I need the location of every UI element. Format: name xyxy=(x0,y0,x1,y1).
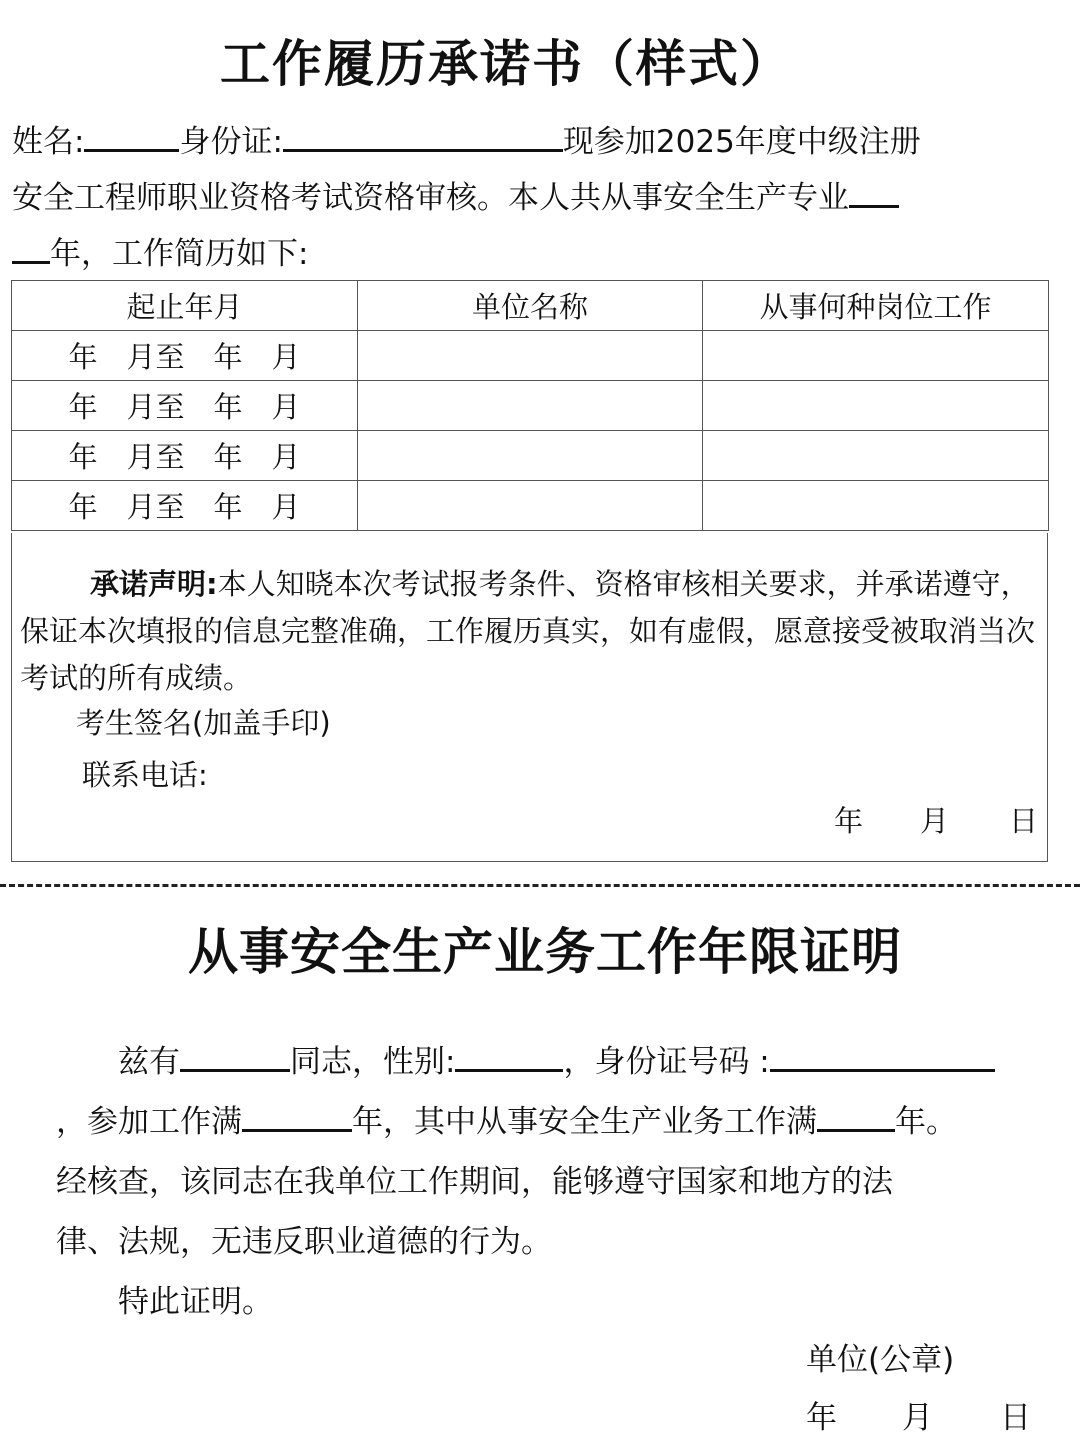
id-label: 身份证: xyxy=(179,124,283,160)
id-blank[interactable] xyxy=(283,121,563,152)
intro-line-2-text: 安全工程师职业资格考试资格审核。本人共从事安全生产专业 xyxy=(12,180,849,216)
table-row xyxy=(12,331,1049,381)
table-row xyxy=(12,481,1049,531)
cert-line-2-b: 年，其中从事安全生产业务工作满 xyxy=(352,1104,817,1140)
unit-cell[interactable] xyxy=(358,481,703,531)
cert-date-month: 月 xyxy=(902,1400,933,1436)
declaration-box xyxy=(11,533,1048,862)
period-cell[interactable]: 年 月至 年 月 xyxy=(12,481,358,531)
position-cell[interactable] xyxy=(703,331,1049,381)
intro-line-1 xyxy=(12,116,921,161)
cert-id-blank[interactable] xyxy=(770,1041,995,1072)
table-row xyxy=(12,381,1049,431)
header-position: 从事何种岗位工作 xyxy=(703,281,1049,331)
table-row xyxy=(12,431,1049,481)
cert-date-day: 日 xyxy=(1000,1400,1031,1436)
form-title: 工作履历承诺书（样式） xyxy=(220,35,792,93)
unit-cell[interactable] xyxy=(358,331,703,381)
period-cell[interactable]: 年 月至 年 月 xyxy=(12,381,358,431)
cert-line-2-a: ，参加工作满 xyxy=(56,1104,242,1140)
cert-work-years-blank[interactable] xyxy=(242,1101,352,1132)
certificate-title: 从事安全生产业务工作年限证明 xyxy=(188,923,902,981)
intro-line-2 xyxy=(12,172,899,217)
intro-line-3-text: 年，工作简历如下: xyxy=(50,236,309,272)
unit-cell[interactable] xyxy=(358,431,703,481)
decl-date-month: 月 xyxy=(920,804,950,838)
cert-line-1-c: ，身份证号码 : xyxy=(563,1044,770,1080)
cert-line-1-b: 同志，性别: xyxy=(290,1044,456,1080)
cert-line-1 xyxy=(118,1036,995,1081)
cert-name-blank[interactable] xyxy=(180,1041,290,1072)
cert-line-2-c: 年。 xyxy=(895,1104,957,1140)
phone-label: 联系电话: xyxy=(82,758,208,792)
intro-line-3 xyxy=(12,228,308,273)
name-label: 姓名: xyxy=(12,124,85,160)
header-period: 起止年月 xyxy=(12,281,358,331)
work-history-table xyxy=(11,280,1049,531)
declaration-label: 承诺声明: xyxy=(90,567,218,601)
table-header-row xyxy=(12,281,1049,331)
period-cell[interactable]: 年 月至 年 月 xyxy=(12,431,358,481)
position-cell[interactable] xyxy=(703,481,1049,531)
header-unit: 单位名称 xyxy=(358,281,703,331)
cert-line-2 xyxy=(56,1096,957,1141)
cert-line-3: 经核查，该同志在我单位工作期间，能够遵守国家和地方的法 xyxy=(56,1164,893,1200)
position-cell[interactable] xyxy=(703,431,1049,481)
signature-label: 考生签名(加盖手印) xyxy=(76,706,331,740)
declaration-text xyxy=(20,561,1040,702)
years-blank-b[interactable] xyxy=(12,233,50,264)
position-cell[interactable] xyxy=(703,381,1049,431)
years-blank-a[interactable] xyxy=(849,177,899,208)
decl-date-day: 日 xyxy=(1009,804,1039,838)
name-blank[interactable] xyxy=(84,121,179,152)
decl-date-year: 年 xyxy=(834,804,864,838)
unit-cell[interactable] xyxy=(358,381,703,431)
stamp-label: 单位(公章) xyxy=(806,1342,955,1378)
declaration-body: 本人知晓本次考试报考条件、资格审核相关要求，并承诺遵守，保证本次填报的信息完整准确，工作履历真实，如有虚假，愿意接受被取消当次考试的所有成绩。 xyxy=(20,567,1036,695)
cert-date-year: 年 xyxy=(806,1400,837,1436)
period-cell[interactable]: 年 月至 年 月 xyxy=(12,331,358,381)
cert-line-4: 律、法规，无违反职业道德的行为。 xyxy=(56,1224,552,1260)
intro-line-1-tail: 现参加2025年度中级注册 xyxy=(562,124,921,160)
cert-safety-years-blank[interactable] xyxy=(817,1101,895,1132)
cert-line-5: 特此证明。 xyxy=(118,1284,273,1320)
cert-line-1-a: 兹有 xyxy=(118,1044,180,1080)
cert-gender-blank[interactable] xyxy=(455,1041,563,1072)
cut-line-divider xyxy=(0,884,1080,887)
